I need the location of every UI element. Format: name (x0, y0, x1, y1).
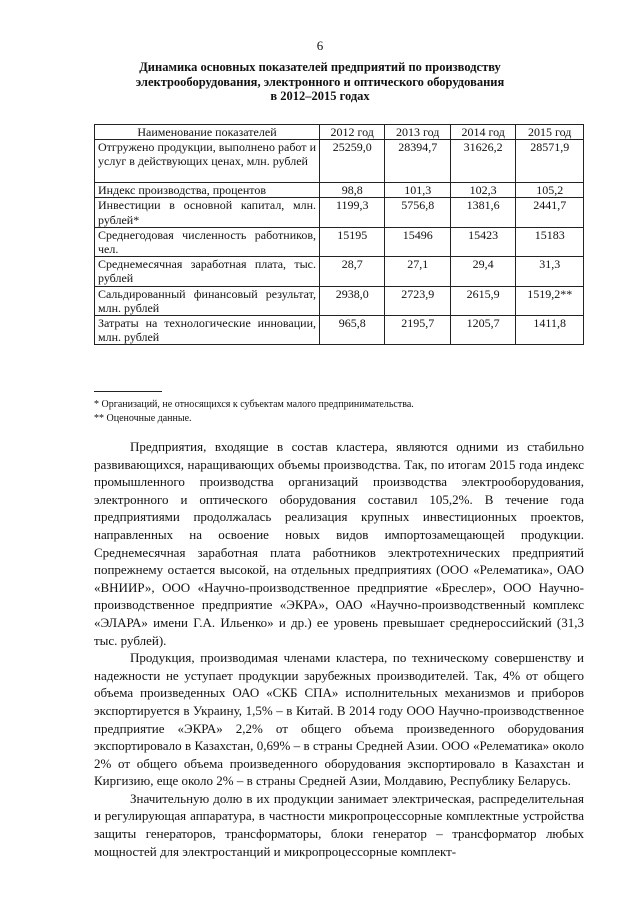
cell-value: 28571,9 (516, 140, 584, 183)
body-text (94, 438, 584, 860)
table-header-row (95, 125, 584, 140)
cell-value: 965,8 (320, 316, 385, 345)
cell-value: 98,8 (320, 183, 385, 198)
cell-value: 28,7 (320, 257, 385, 286)
footnote-divider (94, 391, 162, 392)
cell-value: 1411,8 (516, 316, 584, 345)
cell-value: 2723,9 (385, 286, 450, 315)
table-row (95, 198, 584, 227)
cell-value: 2441,7 (516, 198, 584, 227)
page-number: 6 (316, 38, 324, 53)
table-row (95, 227, 584, 256)
paragraph: Значительную долю в их продукции занимает электрическая, распределительная и регулирующая аппаратура, в частности микропроцессорные комплектные устройства защиты генераторов, трансформаторы, блоки генератор – трансформатор любых мощностей для электростанций и микропроцессорные комплект- (94, 790, 584, 859)
cell-value: 15183 (516, 227, 584, 256)
indicator-name: Индекс производства, процентов (95, 183, 320, 198)
cell-value: 2615,9 (450, 286, 515, 315)
title-line: в 2012–2015 годах (270, 89, 370, 103)
cell-value: 1519,2** (516, 286, 584, 315)
indicator-name: Инвестиции в основной капитал, млн. рублей* (95, 198, 320, 227)
indicators-table (94, 124, 584, 345)
table-row (95, 183, 584, 198)
column-header: Наименование показателей (95, 125, 320, 140)
title-line: Динамика основных показателей предприятий по производству (139, 60, 501, 74)
footnote: * Организаций, не относящихся к субъектам малого предпринимательства. (94, 399, 414, 410)
table-row (95, 140, 584, 183)
cell-value: 27,1 (385, 257, 450, 286)
indicator-name: Затраты на технологические инновации, млн. рублей (95, 316, 320, 345)
table-row (95, 316, 584, 345)
cell-value: 31,3 (516, 257, 584, 286)
cell-value: 101,3 (385, 183, 450, 198)
paragraph: Продукция, производимая членами кластера, по техническому совершенству и надежности не уступает продукции зарубежных производителей. Так, 4% от общего объема произведенных ОАО «СКБ СПА» исполнительных механизмов и приборов экспортируется в Украину, 1,5% – в Китай. В 2014 году ООО Научно-производственное предприятие «ЭКРА» 2,2% от общего объема произведенного оборудования экспортировало в Казахстан, 0,69% – в страны Средней Азии. ООО «Релематика» около 2% от общего объема произведенного оборудования экспортировало в Казахстан и Киргизию, еще около 2% – в страны Средней Азии, Молдавию, Республику Беларусь. (94, 650, 584, 789)
cell-value: 31626,2 (450, 140, 515, 183)
table-row (95, 286, 584, 315)
cell-value: 1381,6 (450, 198, 515, 227)
title-line: электрооборудования, электронного и оптического оборудования (135, 74, 505, 89)
cell-value: 5756,8 (385, 198, 450, 227)
column-header: 2012 год (320, 125, 385, 140)
footnote: ** Оценочные данные. (94, 413, 192, 424)
cell-value: 2938,0 (320, 286, 385, 315)
indicator-name: Сальдированный финансовый результат, млн. рублей (95, 286, 320, 315)
indicator-name: Отгружено продукции, выполнено работ и услуг в действующих ценах, млн. рублей (95, 140, 320, 183)
cell-value: 29,4 (450, 257, 515, 286)
cell-value: 28394,7 (385, 140, 450, 183)
footnotes (94, 398, 414, 426)
cell-value: 1199,3 (320, 198, 385, 227)
table-title (0, 60, 640, 104)
cell-value: 105,2 (516, 183, 584, 198)
cell-value: 2195,7 (385, 316, 450, 345)
indicator-name: Среднегодовая численность работников, чел. (95, 227, 320, 256)
column-header: 2014 год (450, 125, 515, 140)
column-header: 2015 год (516, 125, 584, 140)
paragraph: Предприятия, входящие в состав кластера, являются одними из стабильно развивающихся, наращивающих объемы производства. Так, по итогам 2015 года индекс промышленного производства организаций производства электрооборудования, электронного и оптического оборудования составил 105,2%. В течение года предприятиями продолжалась реализация крупных инвестиционных проектов, направленных на освоение новых видов импортозамещающей продукции. Среднемесячная заработная плата работников электротехнических предприятий попрежнему остается высокой, на отдельных предприятиях (ООО «Релематика», ОАО «ВНИИР», ООО «Научно-производственное предприятие «Бреслер», ООО Научно-производственное предприятие «ЭКРА», ОАО «Научно-производственный комплекс «ЭЛАРА» имени Г.А. Ильенко» и др.) ее уровень превышает среднероссийский (31,3 тыс. рублей). (94, 439, 584, 648)
cell-value: 102,3 (450, 183, 515, 198)
cell-value: 15496 (385, 227, 450, 256)
cell-value: 1205,7 (450, 316, 515, 345)
table-row (95, 257, 584, 286)
column-header: 2013 год (385, 125, 450, 140)
cell-value: 15423 (450, 227, 515, 256)
cell-value: 25259,0 (320, 140, 385, 183)
cell-value: 15195 (320, 227, 385, 256)
indicator-name: Среднемесячная заработная плата, тыс. рублей (95, 257, 320, 286)
